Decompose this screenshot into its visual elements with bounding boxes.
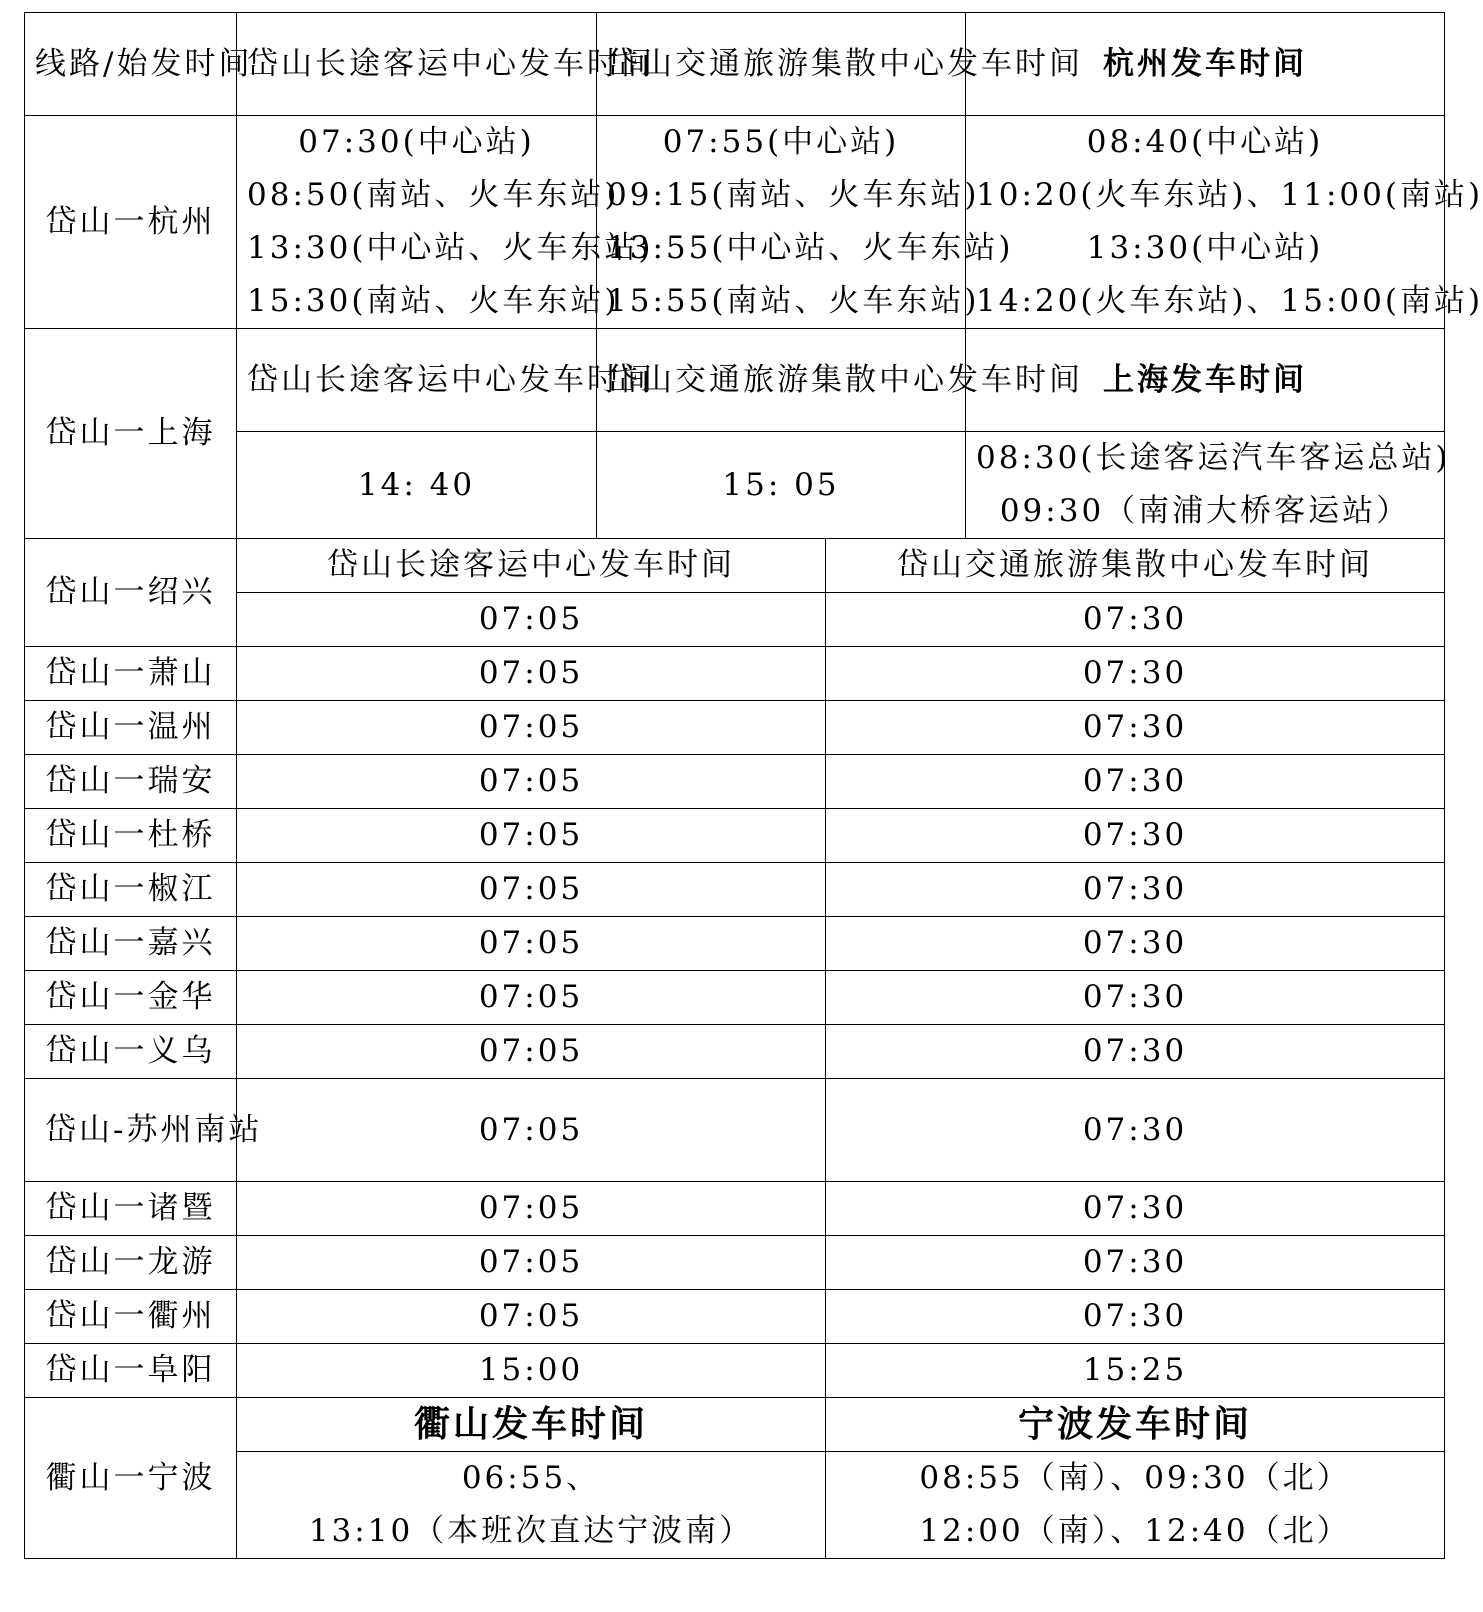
daishan-tour-time: 07:30 (826, 863, 1445, 917)
time-entry: 13:30(中心站) (1086, 230, 1324, 266)
daishan-tour-time: 07:30 (826, 755, 1445, 809)
route-column-header: 线路/始发时间 (25, 13, 237, 116)
route-name: 岱山一温州 (25, 701, 237, 755)
route-name: 岱山一椒江 (25, 863, 237, 917)
daishan-center-header: 岱山长途客运中心发车时间 (237, 329, 597, 432)
route-name: 衢山一宁波 (25, 1398, 237, 1559)
route-row (25, 809, 1445, 863)
route-name: 岱山一诸暨 (25, 1182, 237, 1236)
route-name: 岱山-苏州南站 (25, 1079, 237, 1182)
route-row (25, 593, 1445, 647)
route-name: 岱山一衢州 (25, 1290, 237, 1344)
time-entry: 15:55(南站、火车东站) (607, 283, 980, 319)
route-row (25, 755, 1445, 809)
daishan-center-time: 14: 40 (237, 432, 597, 539)
route-row-shanghai-header (25, 329, 1445, 432)
daishan-tour-time: 07:30 (826, 1079, 1445, 1182)
route-name: 岱山一杭州 (25, 116, 237, 329)
daishan-tour-time: 07:30 (826, 1182, 1445, 1236)
route-row (25, 1290, 1445, 1344)
daishan-center-time: 07:05 (237, 647, 826, 701)
daishan-center-time: 07:05 (237, 809, 826, 863)
ningbo-depart-header: 宁波发车时间 (826, 1398, 1445, 1452)
daishan-center-header: 岱山长途客运中心发车时间 (237, 13, 597, 116)
time-entry: 08:55（南）、09:30（北） (919, 1460, 1351, 1496)
time-entry: 10:20(火车东站)、11:00(南站) (976, 177, 1483, 213)
route-row (25, 971, 1445, 1025)
route-row (25, 1025, 1445, 1079)
route-row (25, 701, 1445, 755)
hangzhou-depart-times (966, 116, 1483, 329)
daishan-tour-time: 07:30 (826, 701, 1445, 755)
daishan-center-time: 07:05 (237, 971, 826, 1025)
time-entry: 06:55、 (461, 1460, 601, 1496)
route-name: 岱山一瑞安 (25, 755, 237, 809)
qushan-depart-header: 衢山发车时间 (237, 1398, 826, 1452)
hangzhou-depart-header: 杭州发车时间 (966, 13, 1445, 116)
time-entry: 08:30(长途客运汽车客运总站) (976, 440, 1451, 476)
route-row (25, 917, 1445, 971)
route-name: 岱山一杜桥 (25, 809, 237, 863)
daishan-center-times (237, 116, 654, 329)
route-name: 岱山一萧山 (25, 647, 237, 701)
daishan-tour-time: 07:30 (826, 647, 1445, 701)
time-entry: 15:30(南站、火车东站) (247, 283, 620, 319)
daishan-tour-time: 07:30 (826, 917, 1445, 971)
daishan-tour-time: 07:30 (826, 809, 1445, 863)
qushan-depart-times (237, 1452, 826, 1559)
route-name: 岱山一金华 (25, 971, 237, 1025)
daishan-tour-header: 岱山交通旅游集散中心发车时间 (597, 329, 966, 432)
daishan-center-time: 07:05 (237, 1182, 826, 1236)
bus-schedule-table (24, 12, 1483, 1559)
daishan-center-time: 07:05 (237, 593, 826, 647)
daishan-tour-header: 岱山交通旅游集散中心发车时间 (597, 13, 966, 116)
route-row (25, 863, 1445, 917)
two-col-header-row (25, 539, 1445, 593)
daishan-center-time: 07:05 (237, 701, 826, 755)
time-entry: 13:55(中心站、火车东站) (607, 230, 1014, 266)
route-row-ningbo-header (25, 1398, 1445, 1452)
time-entry: 08:40(中心站) (1086, 124, 1324, 160)
time-entry: 13:10（本班次直达宁波南） (308, 1513, 754, 1549)
daishan-center-time: 07:05 (237, 917, 826, 971)
daishan-tour-time: 07:30 (826, 1290, 1445, 1344)
daishan-tour-time: 15:25 (826, 1344, 1445, 1398)
route-name: 岱山一上海 (25, 329, 237, 539)
route-row (25, 1079, 1445, 1182)
route-row (25, 1182, 1445, 1236)
ningbo-depart-times (826, 1452, 1445, 1559)
time-entry: 08:50(南站、火车东站) (247, 177, 620, 213)
daishan-center-time: 07:05 (237, 1290, 826, 1344)
route-row (25, 1344, 1445, 1398)
time-entry: 09:15(南站、火车东站) (607, 177, 980, 213)
daishan-center-time: 07:05 (237, 755, 826, 809)
time-entry: 14:20(火车东站)、15:00(南站) (976, 283, 1483, 319)
daishan-tour-header: 岱山交通旅游集散中心发车时间 (826, 539, 1445, 593)
shanghai-depart-header: 上海发车时间 (966, 329, 1445, 432)
daishan-center-time: 07:05 (237, 1025, 826, 1079)
route-row-hangzhou (25, 116, 1445, 329)
time-entry: 12:00（南）、12:40（北） (919, 1513, 1351, 1549)
daishan-tour-time: 07:30 (826, 593, 1445, 647)
route-row (25, 647, 1445, 701)
route-name: 岱山一义乌 (25, 1025, 237, 1079)
route-name: 岱山一阜阳 (25, 1344, 237, 1398)
daishan-tour-times (597, 116, 1014, 329)
daishan-tour-time: 07:30 (826, 1236, 1445, 1290)
daishan-center-time: 07:05 (237, 863, 826, 917)
route-row-shanghai-times (25, 432, 1445, 539)
time-entry: 07:55(中心站) (662, 124, 900, 160)
route-row (25, 1236, 1445, 1290)
route-name: 岱山一嘉兴 (25, 917, 237, 971)
route-row-ningbo-times (25, 1452, 1445, 1559)
shanghai-depart-times (966, 432, 1451, 539)
daishan-center-time: 15:00 (237, 1344, 826, 1398)
daishan-center-time: 07:05 (237, 1236, 826, 1290)
time-entry: 09:30（南浦大桥客运站） (999, 493, 1411, 529)
daishan-center-time: 07:05 (237, 1079, 826, 1182)
time-entry: 07:30(中心站) (298, 124, 535, 160)
daishan-tour-time: 07:30 (826, 1025, 1445, 1079)
header-row (25, 13, 1445, 116)
time-entry: 13:30(中心站、火车东站) (247, 230, 654, 266)
route-name: 岱山一龙游 (25, 1236, 237, 1290)
daishan-tour-time: 07:30 (826, 971, 1445, 1025)
daishan-tour-time: 15: 05 (597, 432, 966, 539)
daishan-center-header: 岱山长途客运中心发车时间 (237, 539, 826, 593)
route-name: 岱山一绍兴 (25, 539, 237, 647)
